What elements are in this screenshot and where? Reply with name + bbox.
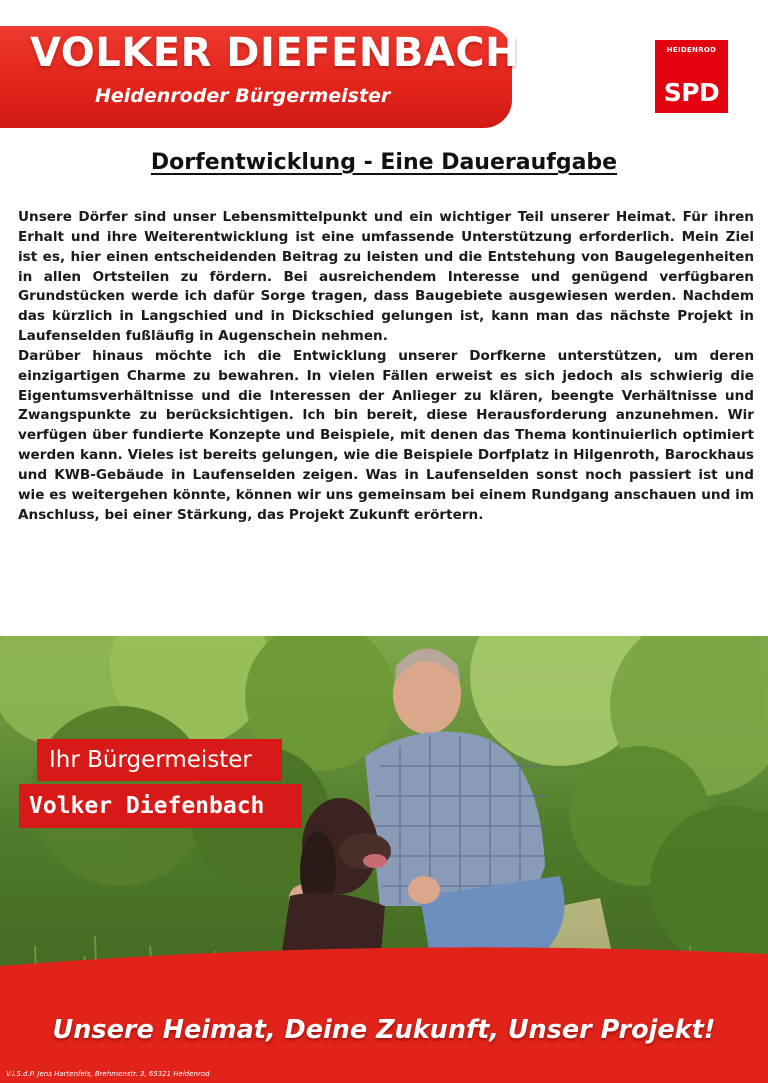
spd-logo-wordmark: SPD bbox=[663, 78, 720, 107]
spd-logo-locality: HEIDENROD bbox=[666, 46, 717, 54]
candidate-name: VOLKER DIEFENBACH bbox=[30, 30, 520, 76]
header-banner bbox=[0, 26, 520, 128]
photo-label-line-2: Volker Diefenbach bbox=[19, 784, 302, 828]
body-text bbox=[18, 208, 754, 526]
spd-logo bbox=[655, 40, 728, 113]
page-title: Dorfentwicklung - Eine Daueraufgabe bbox=[150, 150, 618, 175]
body-paragraph-2: Darüber hinaus möchte ich die Entwicklung unserer Dorfkerne unterstützen, um deren einzigartigen Charme zu bewahren. In vielen Fällen erweist es sich jedoch als schwierig die Eigentumsverhältnisse und die Interessen der Anlieger zu klären, beengte Verhältnisse und Zwangspunkte zu berücksichtigen. Ich bin bereit, diese Herausforderung anzunehmen. Wir verfügen über fundierte Konzepte und Beispiele, mit denen das Thema kontinuierlich optimiert werden kann. Vieles ist bereits gelungen, wie die Beispiele Dorfplatz in Hilgenroth, Barockhaus und KWB-Gebäude in Laufenselden zeigen. Was in Laufenselden sonst noch passiert ist und wie es weitergehen könnte, können wir uns gemeinsam bei einem Rundgang anschauen und im Anschluss, bei einer Stärkung, das Projekt Zukunft erörtern. bbox=[18, 347, 754, 523]
footer-imprint: V.i.S.d.P. Jens Hartenfels, Brehmenstr. 3, 65321 Heidenrod bbox=[6, 1070, 210, 1078]
candidate-subtitle: Heidenroder Bürgermeister bbox=[95, 85, 391, 107]
photo-label-line-1: Ihr Bürgermeister bbox=[37, 739, 282, 781]
body-paragraph-1: Unsere Dörfer sind unser Lebensmittelpunkt und ein wichtiger Teil unserer Heimat. Für ihren Erhalt und ihre Weiterentwicklung ist eine umfassende Unterstützung erforderlich. Mein Ziel ist es, hier einen entscheidenden Beitrag zu leisten und die Entstehung von Baugelegenheiten in allen Ortsteilen zu fördern. Bei ausreichendem Interesse und genügend verfügbaren Grundstücken werde ich dafür Sorge tragen, dass Baugebiete ausgewiesen werden. Nachdem das kürzlich in Langschied und in Dickschied gelungen ist, kann man das nächste Projekt in Laufenselden fußläufig in Augenschein nehmen. bbox=[18, 209, 754, 345]
footer-slogan: Unsere Heimat, Deine Zukunft, Unser Projekt! bbox=[52, 1015, 716, 1045]
